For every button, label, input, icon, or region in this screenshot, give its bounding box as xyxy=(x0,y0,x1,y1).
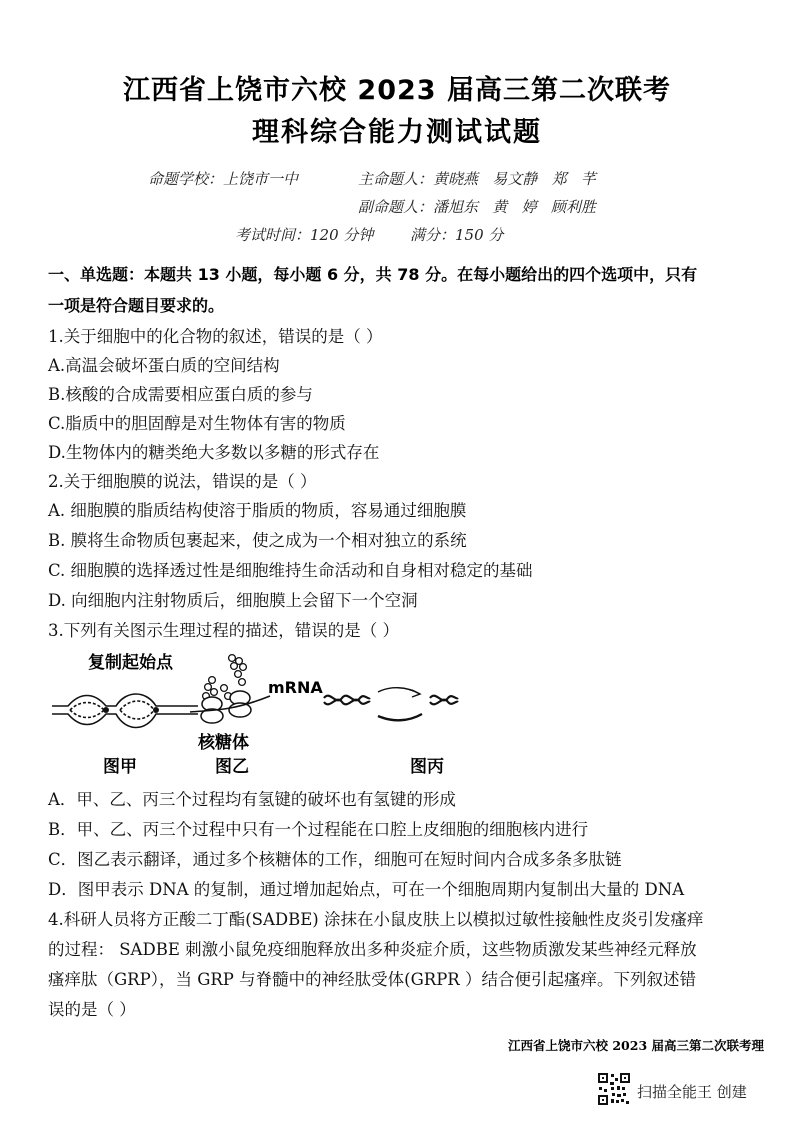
q2-stem: 2.关于细胞膜的说法，错误的是（ ） xyxy=(48,472,317,491)
figure-a-replication-diagram xyxy=(50,688,200,734)
running-footer: 江西省上饶市六校 2023 届高三第二次联考理 xyxy=(508,1038,764,1053)
figure-b-translation-diagram xyxy=(190,652,270,732)
replication-origin-label: 复制起始点 xyxy=(88,653,173,673)
q3-option-d: D．图甲表示 DNA 的复制，通过增加起始点，可在一个细胞周期内复制出大量的 DNA xyxy=(48,880,685,899)
section-heading-line1: 一、单选题：本题共 13 小题，每小题 6 分，共 78 分。在每小题给出的四个选项中，只有 xyxy=(48,265,698,284)
q1-option-c: C.脂质中的胆固醇是对生物体有害的物质 xyxy=(48,414,346,433)
ribosome-label: 核糖体 xyxy=(198,733,249,753)
q3-option-a: A．甲、乙、丙三个过程均有氢键的破坏也有氢键的形成 xyxy=(48,790,456,809)
q2-option-b: B. 膜将生命物质包裹起来，使之成为一个相对独立的系统 xyxy=(48,531,467,550)
q1-option-b: B.核酸的合成需要相应蛋白质的参与 xyxy=(48,385,313,404)
figure-c-transcription-diagram xyxy=(322,684,472,724)
exam-subtitle: 理科综合能力测试试题 xyxy=(252,117,542,148)
q4-line1: 4.科研人员将方正酸二丁酯(SADBE) 涂抹在小鼠皮肤上以模拟过敏性接触性皮炎引发瘙痒 xyxy=(48,910,704,929)
q2-option-c: C. 细胞膜的选择透过性是细胞维持生命活动和自身相对稳定的基础 xyxy=(48,561,533,580)
q2-option-a: A. 细胞膜的脂质结构使溶于脂质的物质，容易通过细胞膜 xyxy=(48,501,467,520)
qr-code-icon xyxy=(597,1072,631,1106)
full-score: 满分：150 分 xyxy=(410,226,504,244)
figure-c-label: 图丙 xyxy=(410,757,444,777)
q3-stem: 3.下列有关图示生理过程的描述，错误的是（ ） xyxy=(48,621,399,640)
q1-option-a: A.高温会破坏蛋白质的空间结构 xyxy=(48,356,280,375)
chief-setters: 主命题人：黄晓燕 易文静 郑 芊 xyxy=(358,170,596,188)
figure-a-label: 图甲 xyxy=(103,757,137,777)
deputy-setters: 副命题人：潘旭东 黄 婷 顾利胜 xyxy=(358,198,596,216)
q4-line3: 瘙痒肽（GRP），当 GRP 与脊髓中的神经肽受体(GRPR ）结合便引起瘙痒。下列叙述错 xyxy=(48,970,696,989)
q3-option-c: C．图乙表示翻译，通过多个核糖体的工作，细胞可在短时间内合成多条多肽链 xyxy=(48,850,622,869)
q3-option-b: B．甲、乙、丙三个过程中只有一个过程能在口腔上皮细胞的细胞核内进行 xyxy=(48,820,589,839)
exam-title: 江西省上饶市六校 2023 届高三第二次联考 xyxy=(123,75,671,106)
mrna-label: mRNA xyxy=(268,678,323,697)
exam-duration: 考试时间：120 分钟 xyxy=(235,226,374,244)
setter-school: 命题学校：上饶市一中 xyxy=(148,170,299,188)
q1-option-d: D.生物体内的糖类绝大多数以多糖的形式存在 xyxy=(48,443,380,462)
q4-line4: 误的是（ ） xyxy=(48,1000,136,1019)
q1-stem: 1.关于细胞中的化合物的叙述，错误的是（ ） xyxy=(48,327,383,346)
q4-line2: 的过程： SADBE 刺激小鼠免疫细胞释放出多种炎症介质，这些物质激发某些神经元释放 xyxy=(48,940,697,959)
scanner-watermark: 扫描全能王 创建 xyxy=(637,1083,747,1101)
section-heading-line2: 一项是符合题目要求的。 xyxy=(48,296,225,315)
q2-option-d: D. 向细胞内注射物质后，细胞膜上会留下一个空洞 xyxy=(48,591,418,610)
figure-b-label: 图乙 xyxy=(215,757,249,777)
